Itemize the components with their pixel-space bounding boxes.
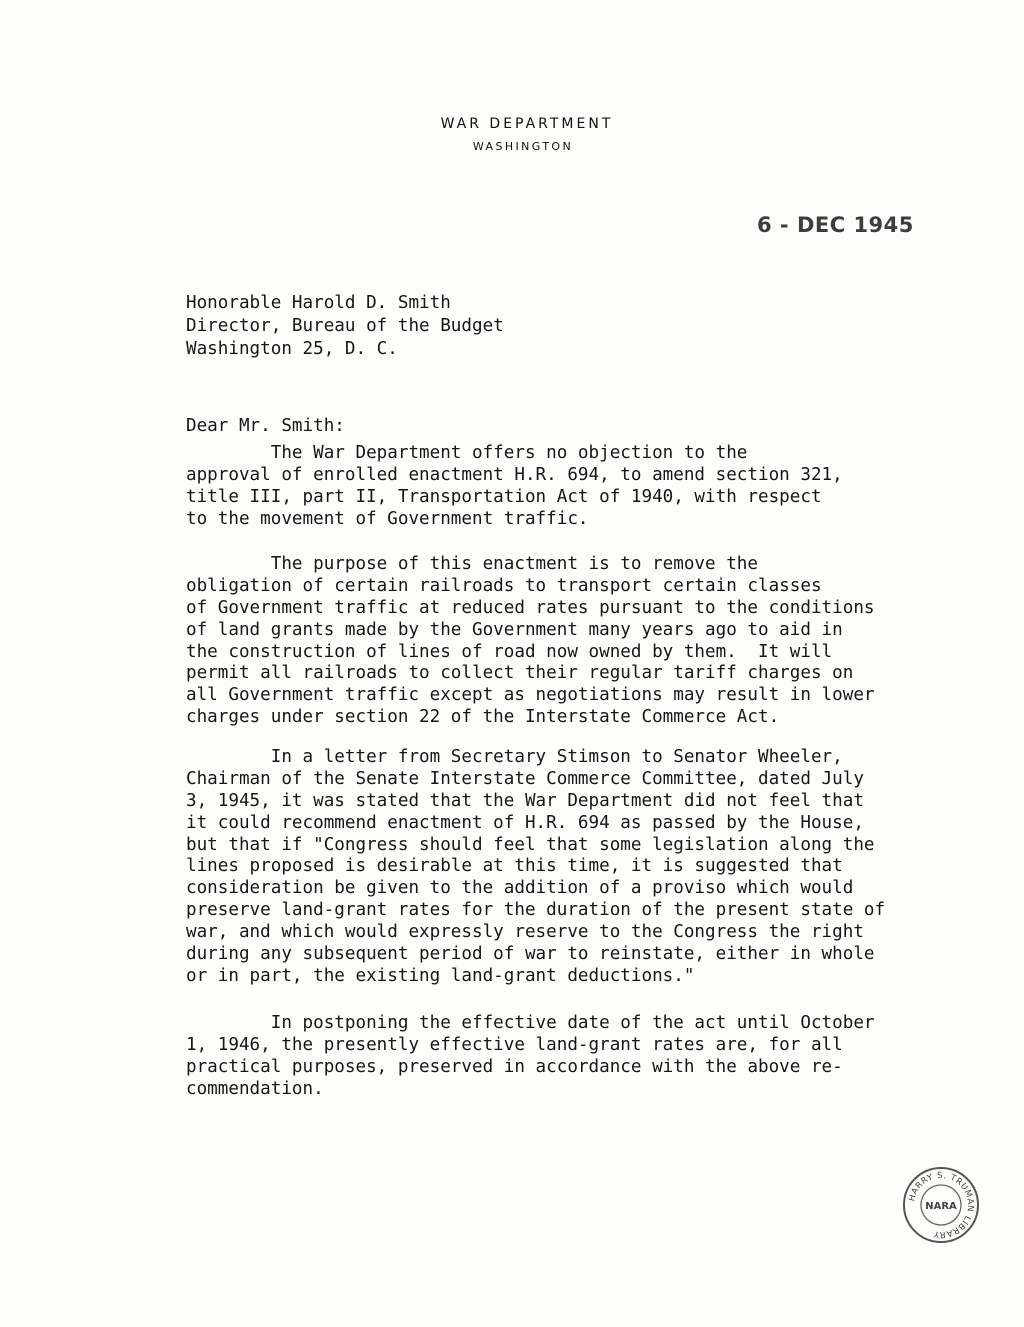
text-line: In a letter from Secretary Stimson to Senator Wheeler, — [186, 747, 843, 767]
text-line: commendation. — [186, 1078, 324, 1099]
text-line: to the movement of Government traffic. — [186, 508, 589, 529]
recipient-address — [186, 292, 504, 361]
archive-seal-icon — [902, 1166, 980, 1244]
archive-seal-text: HARRY S. TRUMAN LIBRARY — [907, 1170, 976, 1240]
text-line: title III, part II, Transportation Act of 1940, with respect — [186, 486, 822, 507]
recipient-location: Washington 25, D. C. — [186, 339, 398, 359]
text-line: The War Department offers no objection to the — [186, 443, 748, 463]
text-line: permit all railroads to collect their regular tariff charges on — [186, 663, 854, 684]
text-line: obligation of certain railroads to transport certain classes — [186, 575, 822, 596]
text-line: 1, 1946, the presently effective land-grant rates are, for all — [186, 1034, 843, 1055]
text-line: lines proposed is desirable at this time, it is suggested that — [186, 856, 843, 877]
body-paragraph-4 — [186, 1012, 875, 1100]
text-line: or in part, the existing land-grant deductions." — [186, 965, 695, 986]
text-line: charges under section 22 of the Interstate Commerce Act. — [186, 707, 780, 728]
text-line: Chairman of the Senate Interstate Commerce Committee, dated July — [186, 768, 864, 789]
text-line: the construction of lines of road now owned by them. It will — [186, 641, 833, 662]
salutation: Dear Mr. Smith: — [186, 416, 345, 436]
text-line: of land grants made by the Government many years ago to aid in — [186, 619, 843, 640]
text-line: of Government traffic at reduced rates pursuant to the conditions — [186, 597, 875, 618]
body-paragraph-2 — [186, 553, 875, 728]
text-line: The purpose of this enactment is to remove the — [186, 554, 758, 574]
text-line: 3, 1945, it was stated that the War Department did not feel that — [186, 790, 864, 811]
text-line: all Government traffic except as negotiations may result in lower — [186, 685, 875, 706]
recipient-name: Honorable Harold D. Smith — [186, 293, 451, 313]
text-line: consideration be given to the addition of a proviso which would — [186, 878, 854, 899]
text-line: preserve land-grant rates for the duration of the present state of — [186, 900, 886, 921]
letterhead-city: WASHINGTON — [472, 140, 574, 153]
text-line: war, and which would expressly reserve to the Congress the right — [186, 922, 864, 943]
letterhead-organization: WAR DEPARTMENT — [440, 116, 614, 132]
text-line: but that if "Congress should feel that some legislation along the — [186, 834, 875, 855]
body-paragraph-3 — [186, 746, 885, 987]
recipient-title: Director, Bureau of the Budget — [186, 316, 504, 336]
date-stamp: 6 - DEC 1945 — [757, 213, 914, 237]
text-line: In postponing the effective date of the act until October — [186, 1013, 875, 1033]
text-line: during any subsequent period of war to reinstate, either in whole — [186, 944, 875, 965]
archive-seal-inner: NARA — [925, 1201, 957, 1212]
text-line: it could recommend enactment of H.R. 694 as passed by the House, — [186, 812, 864, 833]
body-paragraph-1 — [186, 442, 843, 530]
text-line: practical purposes, preserved in accordance with the above re- — [186, 1056, 843, 1077]
text-line: approval of enrolled enactment H.R. 694, to amend section 321, — [186, 464, 843, 485]
